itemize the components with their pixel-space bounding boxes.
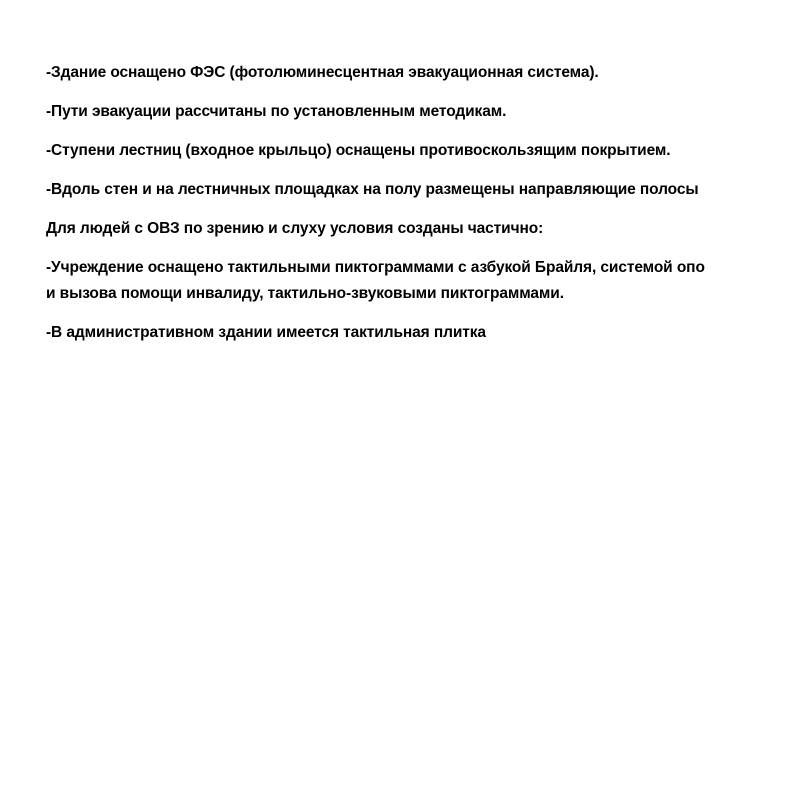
paragraph-line: и вызова помощи инвалиду, тактильно-звуковыми пиктограммами. — [46, 285, 564, 302]
paragraph-tactile-tile — [46, 320, 787, 346]
paragraph-line: -Вдоль стен и на лестничных площадках на полу размещены направляющие полосы — [46, 181, 699, 198]
paragraph-pictograms — [46, 255, 787, 307]
paragraph-stairs — [46, 138, 787, 164]
paragraph-evacuation-routes — [46, 99, 787, 125]
paragraph-line: -Здание оснащено ФЭС (фотолюминесцентная эвакуационная система). — [46, 64, 599, 81]
paragraph-ovz-heading — [46, 216, 787, 242]
paragraph-line: -Учреждение оснащено тактильными пиктограммами с азбукой Брайля, системой опо — [46, 259, 705, 276]
paragraph-line: -В административном здании имеется тактильная плитка — [46, 324, 486, 341]
paragraph-line: -Пути эвакуации рассчитаны по установленным методикам. — [46, 103, 507, 120]
paragraph-fes — [46, 60, 787, 86]
paragraph-guide-strips — [46, 177, 787, 203]
document-body — [46, 60, 787, 359]
paragraph-line: Для людей с ОВЗ по зрению и слуху условия созданы частично: — [46, 220, 544, 237]
paragraph-line: -Ступени лестниц (входное крыльцо) оснащены противоскользящим покрытием. — [46, 142, 671, 159]
